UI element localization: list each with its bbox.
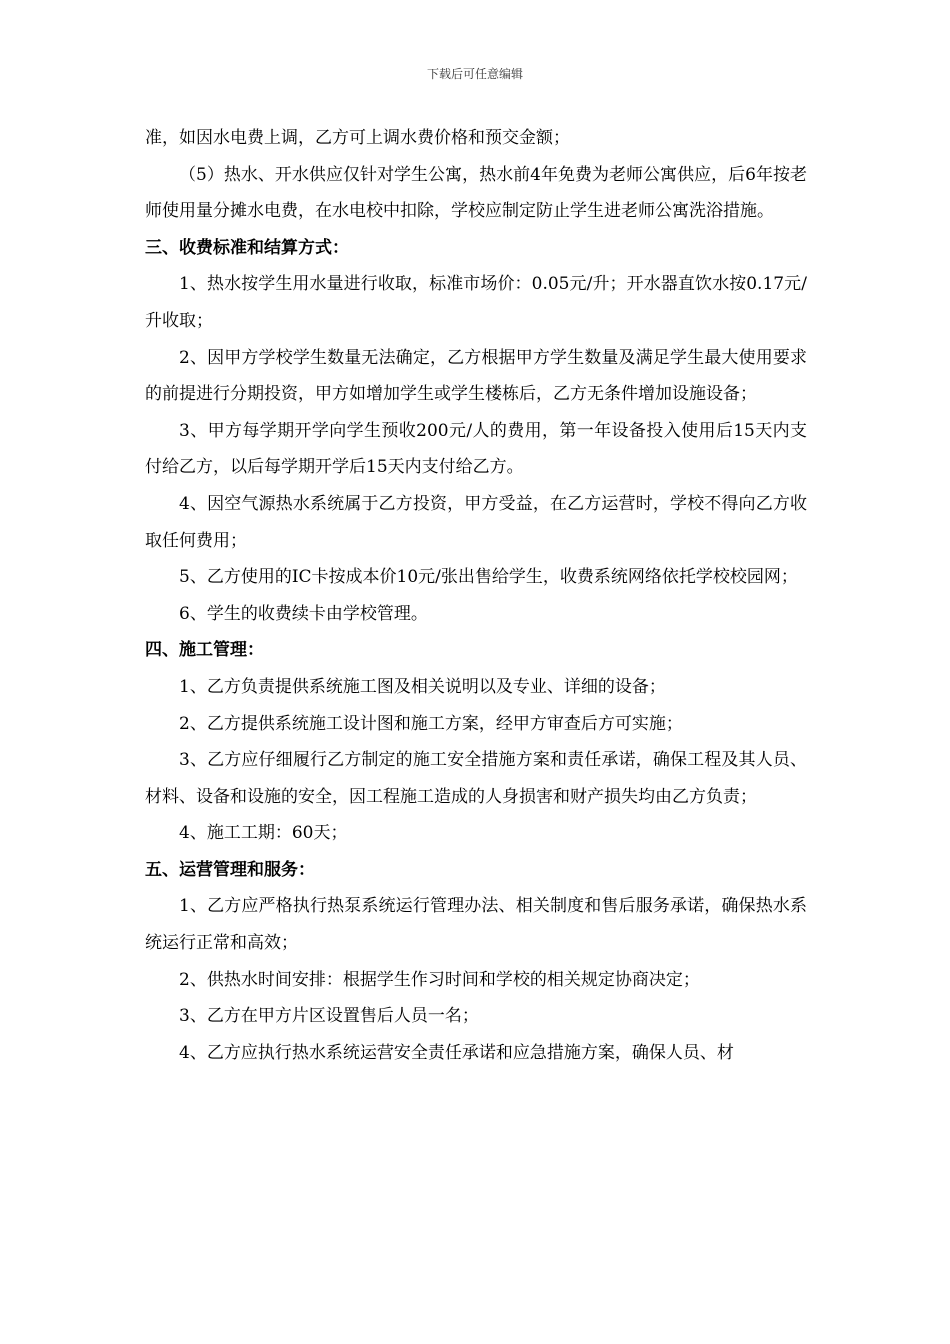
section-heading: 三、收费标准和结算方式：: [145, 237, 349, 258]
page-header: 下载后可任意编辑: [426, 67, 523, 81]
paragraph: 1、乙方负责提供系统施工图及相关说明以及专业、详细的设备；: [179, 676, 666, 697]
paragraph: 3、乙方在甲方片区设置售后人员一名；: [179, 1006, 479, 1027]
paragraph: 2、乙方提供系统施工设计图和施工方案，经甲方审查后方可实施；: [179, 713, 683, 734]
paragraph: 2、因甲方学校学生数量无法确定，乙方根据甲方学生数量及满足学生最大使用要求的前提进行分期投资，甲方如增加学生或学生楼栋后，乙方无条件增加设施设备；: [145, 347, 807, 405]
paragraph: 1、热水按学生用水量进行收取，标准市场价：0.05元/升；开水器直饮水按0.17元/升收取；: [145, 274, 807, 331]
paragraph: 6、学生的收费续卡由学校管理。: [179, 603, 428, 624]
document-body: [145, 120, 807, 1071]
paragraph: 1、乙方应严格执行热泵系统运行管理办法、相关制度和售后服务承诺，确保热水系统运行正常和高效；: [145, 896, 807, 954]
section-heading: 五、运营管理和服务：: [145, 859, 315, 880]
paragraph: 准，如因水电费上调，乙方可上调水费价格和预交金额；: [145, 128, 570, 148]
paragraph: （5）热水、开水供应仅针对学生公寓，热水前4年免费为老师公寓供应，后6年按老师使用量分摊水电费，在水电校中扣除，学校应制定防止学生进老师公寓洗浴措施。: [145, 164, 807, 222]
paragraph: 3、乙方应仔细履行乙方制定的施工安全措施方案和责任承诺，确保工程及其人员、材料、设备和设施的安全，因工程施工造成的人身损害和财产损失均由乙方负责；: [145, 750, 807, 807]
paragraph: 3、甲方每学期开学向学生预收200元/人的费用，第一年设备投入使用后15天内支付给乙方，以后每学期开学后15天内支付给乙方。: [145, 420, 807, 478]
paragraph: 4、乙方应执行热水系统运营安全责任承诺和应急措施方案，确保人员、材: [179, 1042, 734, 1063]
paragraph: 4、施工工期：60天；: [179, 823, 348, 844]
section-heading: 四、施工管理：: [145, 640, 264, 661]
paragraph: 4、因空气源热水系统属于乙方投资，甲方受益，在乙方运营时，学校不得向乙方收取任何费用；: [145, 493, 807, 551]
paragraph: 2、供热水时间安排：根据学生作习时间和学校的相关规定协商决定；: [179, 969, 700, 990]
paragraph: 5、乙方使用的IC卡按成本价10元/张出售给学生，收费系统网络依托学校校园网；: [179, 567, 798, 588]
